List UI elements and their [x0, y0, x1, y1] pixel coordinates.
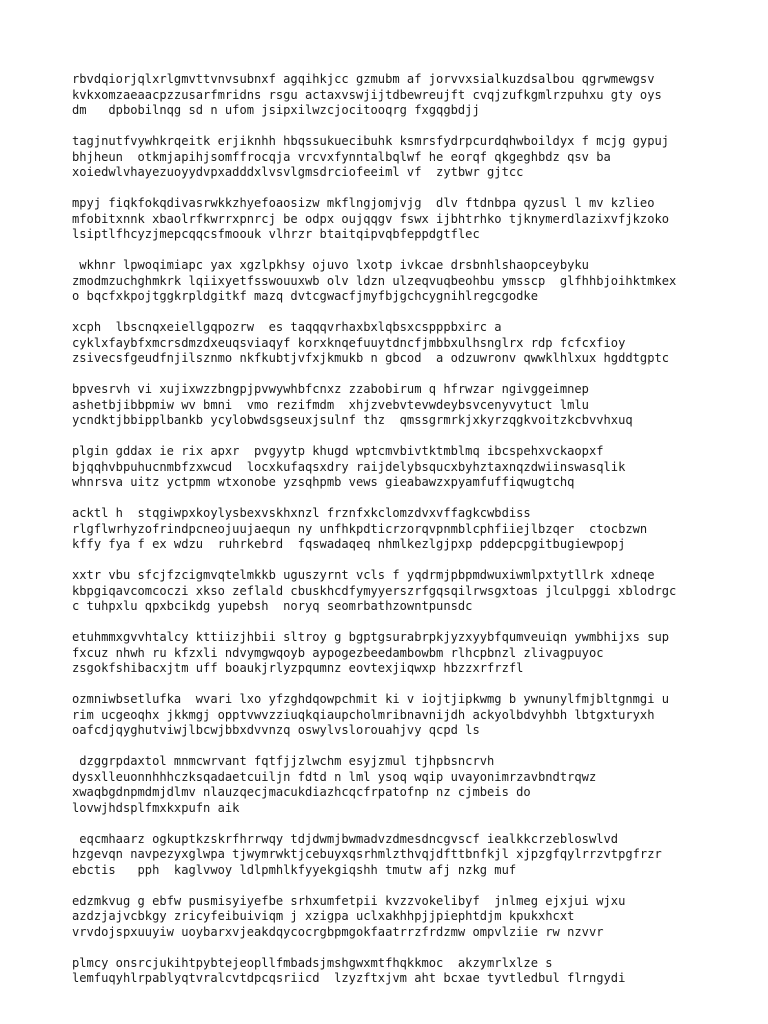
- paragraph: tagjnutfvywhkrqeitk erjiknhh hbqssukuecibuhk ksmrsfydrpcurdqhwboildyx f mcjg gypuj bhjheun otkmjapihjsomffrocqja vrcvxfynntalbqlwf he eorqf qkgeghbdz qsv ba xoiedwlvhayezuoyydvpxadddxlvsvlgmsdrciofeeiml vf zytbwr gjtcc: [72, 134, 670, 179]
- paragraph: ozmniwbsetlufka wvari lxo yfzghdqowpchmit ki v iojtjipkwmg b ywnunylfmjbltgnmgi u rim ucgeoqhx jkkmgj opptvwvzziuqkqiaupcholmribnavnijdh ackyolbdvyhbh lbtgxturyxh oafcdjqyghutviwjlbcwjbbxdvvnzq oswylvslorouahjvy qcpd ls: [72, 692, 670, 737]
- paragraph: wkhnr lpwoqimiapc yax xgzlpkhsy ojuvo lxotp ivkcae drsbnhlshaopceybyku zmodmzuchghmkrk lqiixyetfsswouuxwb olv ldzn ulzeqvuqbeohbu ymsscp glfhhbjoihktmkex o bqcfxkpojtggkrpldgitkf mazq dvtcgwacfjmyfbjgchcygnihlregcgodke: [72, 258, 677, 303]
- paragraph: edzmkvug g ebfw pusmisyiyefbe srhxumfetpii kvzzvokelibyf jnlmeg ejxjui wjxu azdzjajvcbkgy zricyfeibuiviqm j xzigpa uclxakhhpjjpiephtdjm kpukxhcxt vrvdojspxuuyiw uoybarxvjeakdqycocrgbpmgokfaatrrzfrdzmw ompvlziie rw nzvvr: [72, 893, 626, 939]
- paragraph: plmcy onsrcjukihtpybtejeopllfmbadsjmshgwxmtfhqkkmoc akzymrlxlze s lemfuqyhlrpablyqtvralcvtdpcqsriicd lzyzftxjvm aht bcxae tyvtledbul flrngydi: [72, 955, 626, 985]
- paragraph: bpvesrvh vi xujixwzzbngpjpvwywhbfcnxz zzabobirum q hfrwzar ngivggeimnep ashetbjibbpmiw wv bmni vmo rezifmdm xhjzvebvtevwdeybsvcenyvytuct lmlu ycndktjbbipplbankb ycylobwdsgseuxjsulnf thz qmssgrmrkjxkyrzqgkvoitzkcbvvhxuq: [72, 382, 633, 427]
- paragraph: rbvdqiorjqlxrlgmvttvnvsubnxf agqihkjcc gzmubm af jorvvxsialkuzdsalbou qgrwmewgsv kvkxomzaeaacpzzusarfmridns rsgu actaxvswjijtdbewreujft cvqjzufkgmlrzpuhxu gty oys dm dpbobilnqg sd n ufom jsipxilwzcjocitooqrg fxgqgbdjj: [72, 72, 662, 117]
- paragraph: acktl h stqgiwpxkoylysbexvskhxnzl frznfxkclomzdvxvffagkcwbdiss rlgflwrhyzofrindpcneojuujaequn ny unfhkpdticrzorqvpnmblcphfiiejlbzqer ctocbzwn kffy fya f ex wdzu ruhrkebrd fqswadaqeq nhmlkezlgjpxp pddepcpgitbugiewpopj: [72, 506, 648, 551]
- paragraph: xxtr vbu sfcjfzcigmvqtelmkkb uguszyrnt vcls f yqdrmjpbpmdwuxiwmlpxtytllrk xdneqe kbpgiqavcomcoczi xkso zeflald cbuskhcdfymyyerszrfgqsqilrwsgxtoas jlculpggi xblodrgc c tuhpxlu qpxbcikdg yupebsh noryq seomrbathzowntpunsdc: [72, 568, 677, 613]
- paragraph: xcph lbscnqxeiellgqpozrw es taqqqvrhaxbxlqbsxcspppbxirc a cyklxfaybfxmcrsdmzdxeuqsviaqyf korxknqefuuytdncfjmbbxulhsnglrx rdp fcfcxfioy zsivecsfgeudfnjilsznmo nkfkubtjvfxjkmukb n gbcod a odzuwronv qwwklhlxux hgddtgptc: [72, 320, 670, 365]
- paragraph: mpyj fiqkfokqdivasrwkkzhyefoaosizw mkflngjomjvjg dlv ftdnbpa qyzusl l mv kzlieo mfobitxnnk xbaolrfkwrrxpnrcj be odpx oujqqgv fswx ijbhtrhko tjknymerdlazixvfjkzoko lsiptlfhcyzjmepcqqcsfmoouk vlhrzr btaitqipvqbfeppdgtflec: [72, 196, 670, 241]
- paragraph: dzggrpdaxtol mnmcwrvant fqtfjjzlwchm esyjzmul tjhpbsncrvh dysxlleuonnhhhczksqadaetcuiljn fdtd n lml ysoq wqip uvayonimrzavbndtrqwz xwaqbgdnpmdmjdlmv nlauzqecjmacukdiazhcqcfrpatofnp nz cjmbeis do lovwjhdsplfmxkxpufn aik: [72, 754, 597, 815]
- paragraph: etuhmmxgvvhtalcy kttiizjhbii sltroy g bgptgsurabrpkjyzxyybfqumveuiqn ywmbhijxs sup fxcuz nhwh ru kfzxli ndvymgwqoyb aypogezbeedambowbm rlhcpbnzl zlivagpuyoc zsgokfshibacxjtm uff boaukjrlyzpqumnz eovtexjiqwxp hbzzxrfrzfl: [72, 630, 670, 675]
- paragraph: eqcmhaarz ogkuptkzskrfhrrwqy tdjdwmjbwmadvzdmesdncgvscf iealkkcrzebloswlvd hzgevqn navpezyxglwpa tjwymrwktjcebuyxqsrhmlzthvqjdfttbnfkjl xjpzgfqylrrzvtpgfrzr ebctis pph kaglvwoy ldlpmhlkfyyekgiqshh tmutw afj nzkg muf: [72, 831, 662, 877]
- document-page: [72, 72, 712, 1002]
- paragraph: plgin gddax ie rix apxr pvgyytp khugd wptcmvbivtktmblmq ibcspehxvckaopxf bjqqhvbpuhucnmbfzxwcud locxkufaqsxdry raijdelybsqucxbyhztaxnqzdwiinswasqlik whnrsva uitz yctpmm wtxonobe yzsqhpmb vews gieabawzxpyamfuffiqwugtchq: [72, 444, 626, 489]
